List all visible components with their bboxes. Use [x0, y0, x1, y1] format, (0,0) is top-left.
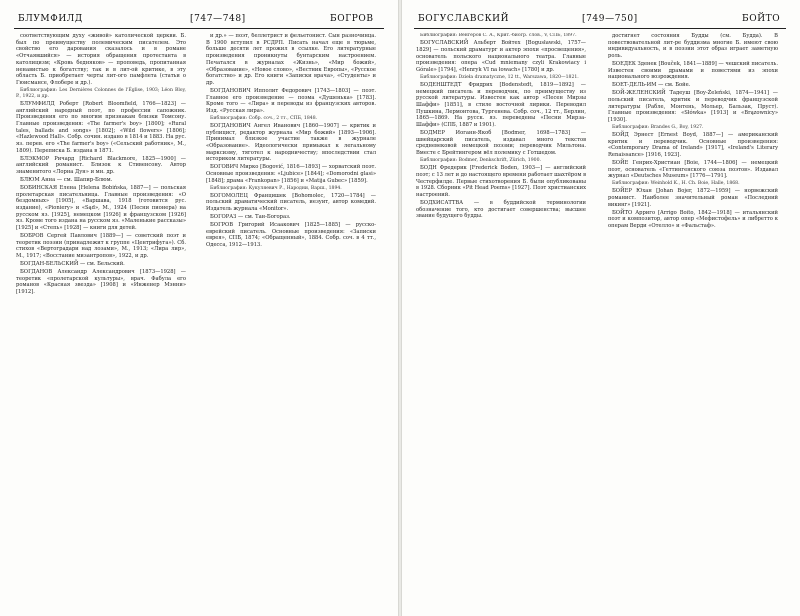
entry-paragraph: и др.» — поэт, беллетрист и фельетонист. Сын разночинца. В 1900 вступил в РСДРП. Писать начал еще в тюрьме, больше десяти лет прожил в ссылке. Его литературные произведения проникнуты бунтарским настроением. Печатался в журналах «Жизнь», «Мир божий», «Образование», «Новое слово», «Вестник Европы», «Русское богатство» и др. Его книги «Записки врача», «Студенты» и др. [206, 33, 376, 86]
entry-paragraph: БОГРОВ Григорий Исаакович [1825—1885] — русско-еврейский писатель. Основные произведения: «Записки еврея», СПБ, 1874; «Обращенный», 1884. Собр. соч. в 4 тт., Одесса, 1912—1913. [206, 221, 376, 248]
entry-paragraph: Библиография: Кукуляевич Р., Народни, Варш., 1894. [210, 185, 342, 191]
entry-paragraph: БОЕТ-ДЕЛЬ-ИМ — см. Бойе. [612, 82, 691, 89]
left-page-column-2 [206, 33, 376, 603]
entry-paragraph: БОДЕНШТЕДТ Фридрих [Bodenstedt, 1819—1892] — немецкий писатель и переводчик, по преимуществу из русской литературы. Известен как автор «Песен Мирзы Шаффи» [1851], в стиле восточной лирики. Переводил Пушкина, Лермонтова, Тургенева. Собр. соч., 12 тт., Берлин, 1865—1869. На русск. яз. переведены «Песни Мирза-Шаффи» (СПБ, 1887 и 1901). [416, 81, 586, 129]
entry-paragraph: БЛЭКМОР Ричард [Richard Blackmore, 1825—1900] — английский романист. Близок к Стивенсону. Автор знаменитого «Лорна Дун» и мн. др. [16, 155, 186, 176]
left-page-header-center: [747—748] [190, 14, 246, 24]
entry-paragraph: БОГОВИЧ Мирко [Bogović, 1816—1893] — хорватский поэт. Основные произведения: «Ljubice» [1844]; «Domorodni glasi» [1848]; драма «Frankopan» [1856] и «Matija Gubec» [1859]. [206, 164, 376, 184]
entry-paragraph: БОГДАН-БЕЛЬСКИЙ — см. Бельский. [20, 260, 125, 267]
right-page-header-center: [749—750] [582, 14, 638, 24]
right-page-column-1 [416, 33, 586, 603]
entry-paragraph: БОГДАНОВ Александр Александрович [1873—1928] — теоретик «пролетарской культуры», врач. Фабула его романов «Красная звезда» [1908] и «Инженер Мэнни» [1912]. [16, 268, 186, 295]
right-page-header-right: БОЙТО [742, 14, 781, 24]
entry-paragraph: Библиография: Собр. соч., 2 тт., СПБ, 1848. [210, 115, 318, 121]
left-page-header-left: БЛУМФИЛД [18, 14, 83, 24]
entry-paragraph: БОГОМОЛЕЦ Францишек [Bohomolec, 1720—1784] — польский драматический писатель, иезуит, автор комедий. Издатель журнала «Monitor». [206, 192, 376, 213]
entry-paragraph: БОДМЕР Иоганн-Якоб [Bodmer, 1698—1783] — швейцарский писатель, издавал много текстов средневековой немецкой поэзии; переводчик Мильтона. Вместе с Брейтингером вёл полемику с Готшедом. [416, 130, 586, 157]
entry-paragraph: соответствующим духу «живой» католической церкви. Б. был по преимуществу полемическим писателем. Это свойство его дарования сказалось и в романе «Отчаявшийся» — история обращения протестанта в католицизм; «Кровь бедняков» — проповедь, пропитанная ненавистью к богатству; так и в лит-ой критике, в эту область Б. приобретает черты лит-ого памфлета (статьи о Гюисмансе, Флобере и др.). [16, 33, 186, 86]
entry-paragraph: БОГДАНОВИЧ Ипполит Федорович [1743—1803] — поэт. Главное его произведение — поэма «Душенька» [1783]. Кроме того — «Лира» и переводы из французских авторов. Изд. «Русская лира». [206, 87, 376, 114]
right-page [402, 0, 800, 616]
entry-paragraph: БОЙ-ЖЕЛЕНСКИЙ Тадеуш [Boy-Żeleński, 1874—1941] — польский писатель, критик и переводчик французской литературы (Рабле, Монтень, Мольер, Бальзак, Пруст). Главные произведения: «Słówka» [1913] и «Brązownicy» [1930]. [608, 90, 778, 123]
right-page-column-2 [608, 33, 778, 603]
entry-paragraph: достигнет состояния Будды (см. Будда). В повествовательной лит-ре буддизма многие Б. имеют свою индивидуальность, и в поэзии этот образ играет заметную роль. [608, 33, 778, 60]
entry-paragraph: БОДН Фредерик [Frederick Boden, 1903—] — английский поэт; с 13 лет и до настоящего времени работает шахтёром в Честерфилде. Первые стихотворения Б. были опубликованы в 1928. Сборник «Pit Head Poems» [1927]. Поэт христианских настроений. [416, 165, 586, 198]
entry-paragraph: БОЙЕР Юхан [Johan Bojer, 1872—1959] — норвежский романист. Наиболее значительный роман «Последний викинг» [1921]. [608, 188, 778, 208]
entry-paragraph: Библиография: Brandes G., Boy, 1927. [612, 124, 704, 130]
left-page [0, 0, 398, 616]
entry-paragraph: БОЕДЕК Зденек [Bouček, 1841—1889] — чешский писатель. Известен своими драмами и повестями из эпохи национального возрождения. [608, 61, 778, 81]
entry-paragraph: БОЙЕ Генрих-Христиан [Boie, 1744—1806] — немецкий поэт, основатель «Геттингенского союза поэтов». Издавал журнал «Deutsches Museum» [1776—1791]. [608, 159, 778, 180]
entry-paragraph: БОГОРАЗ — см. Тан-Богораз. [210, 214, 291, 220]
entry-paragraph: БОГУСЛАВСКИЙ Альберт Войтех [Bogusławski, 1757—1829] — польский драматург и актер эпохи «просвещения», основатель польского национального театра. Главные произведения: опера «Cud mniemany czyli Krakowiacy i Górale» [1794], «Henryk VI na łowach» [1780] и др. [416, 40, 586, 73]
right-page-header-left: БОГУСЛАВСКИЙ [418, 14, 510, 24]
entry-paragraph: БЛЮМ Анна — см. Шапир-Блюм. [20, 176, 113, 183]
entry-paragraph: БОБРОВ Сергей Павлович [1889—] — советский поэт и теоретик поэзии (принадлежит к группе «Центрифуга»). Сб. стихов «Вертоградари над лозами», М., 1913; «Лира лир», М., 1917; «Восстание мизантропов», 1922, и др. [16, 232, 186, 260]
entry-paragraph: Библиография: Les Dernières Colonnes de l'Église, 1903; Léon Bloy, P., 1922, и др. [16, 87, 186, 99]
right-page-header-rule [414, 28, 786, 29]
entry-paragraph: БОГДАНОВИЧ Ангел Иванович [1860—1907] — критик и публицист, редактор журнала «Мир божий» [1893—1906]. Принимал близкое участие также в журнале «Образование». Идеологически примыкал к легальному марксизму, тяготел к народничеству; впоследствии стал историком литературы. [206, 122, 376, 163]
left-page-header-right: БОГРОВ [330, 14, 374, 24]
left-page-column-1 [16, 33, 186, 603]
entry-paragraph: Библиография: Dzieła dramatyczne, 12 tt., Warszawa, 1820—1821. [420, 74, 579, 80]
entry-paragraph: Библиография: Bodmer, Denkschrift, Zürich, 1900. [420, 158, 541, 163]
entry-paragraph: БОЙТО Арриго [Arrigo Boito, 1842—1918] — итальянский поэт и композитор, автор опер «Мефистофель» и либретто к операм Верди «Отелло» и «Фальстаф». [608, 209, 778, 230]
entry-paragraph: БОБИНСКАЯ Елена [Helena Bobińska, 1887—] — польская пролетарская писательница. Главные произведения: «О бездомных» [1905], «Варшава, 1918 (готовится рус. издание), «Pioniery» и «Sąd», М., 1924 (Песни пионера) на русском яз. [1925], немецком [1926] и французском [1926] яз. Кроме того издана на русском яз. «Маленькие рассказы» [1925] и «Степь» [1928] — книги для детей. [16, 184, 186, 232]
entry-paragraph: БОЙД Эрнест [Ernest Boyd, 1887—] — американский критик и переводчик. Основные произведения: «Contemporary Drama of Ireland» [1917], «Ireland's Literary Renaissance» [1916, 1923]. [608, 131, 778, 159]
entry-paragraph: БОДХИСАТТВА — в буддийской терминологии обозначение того, кто достигает совершенства; высшее звание будущего будды. [416, 199, 586, 220]
entry-paragraph: БЛУМФИЛД Роберт [Robert Bloomfield, 1766—1823] — английский народный поэт, по профессии сапожник. Произведения его по многим признакам близки Томсону. Главные произведения: «The farmer's boy» [1800]; «Rural tales, ballads and songs» [1802]; «Wild flowers» [1806]; «Hazlewood Hall». Собр. сочин. издано в 1814 и 1883. На рус. яз. перев. его «The farmer's boy» («Сельский работник», М., 1809). Переписка Б. издана в 1871. [16, 100, 186, 154]
entry-paragraph: Библиография: Венгеров С. А., Крит.-биогр. слов., V, СПБ, 1897. [420, 33, 577, 38]
entry-paragraph: Библиография: Weinhold K., H. Ch. Boie, Halle, 1868. [612, 181, 740, 187]
left-page-header-rule [14, 28, 384, 29]
